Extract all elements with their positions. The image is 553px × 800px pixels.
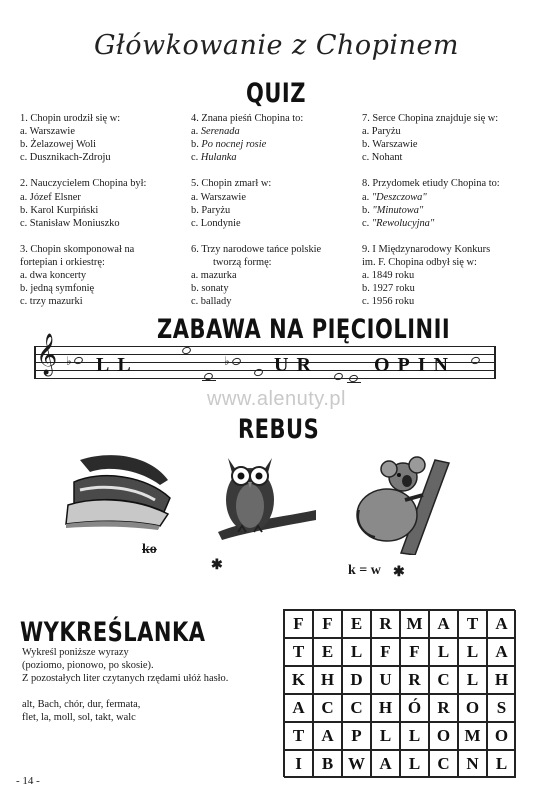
grid-cell[interactable]: E <box>313 638 342 666</box>
grid-cell[interactable]: F <box>400 638 429 666</box>
grid-cell[interactable]: I <box>284 750 313 778</box>
grid-cell[interactable]: O <box>458 694 487 722</box>
page-title: Główkowanie z Chopinem <box>93 30 460 61</box>
question-4: 4. Znana pieśń Chopina to: a. Serenada b. Po nocnej rosie c. Hulanka <box>191 113 304 164</box>
grid-cell[interactable]: L <box>400 722 429 750</box>
grid-cell[interactable]: A <box>284 694 313 722</box>
grid-cell[interactable]: A <box>487 610 516 638</box>
grid-cell[interactable]: R <box>429 694 458 722</box>
question-7: 7. Serce Chopina znajduje się w: a. Paryżu b. Warszawie c. Nohant <box>362 113 499 164</box>
iron-picture <box>60 450 175 535</box>
grid-cell[interactable]: F <box>284 610 313 638</box>
note-icon <box>333 372 344 382</box>
grid-cell[interactable]: A <box>429 610 458 638</box>
grid-cell[interactable]: L <box>371 722 400 750</box>
grid-cell[interactable]: D <box>342 666 371 694</box>
page-number: - 14 - <box>16 775 40 787</box>
asterisk-mark: ✱ <box>211 558 223 573</box>
question-5: 5. Chopin zmarł w: a. Warszawie b. Paryżu c. Londynie <box>191 178 272 229</box>
question-1: 1. Chopin urodził się w: a. Warszawie b. Żelazowej Woli c. Dusznikach-Zdroju <box>20 113 121 164</box>
grid-cell[interactable]: E <box>342 610 371 638</box>
grid-cell[interactable]: A <box>487 638 516 666</box>
wykreslanka-instructions: Wykreśl poniższe wyrazy (poziomo, pionowo, po skosie). Z pozostałych liter czytanych rzędami ułóż hasło. alt, Bach, chór, dur, fermata, flet, la, moll, sol, takt, walc <box>22 647 229 724</box>
quiz-column-3 <box>362 112 500 322</box>
music-staff <box>34 334 496 384</box>
grid-cell[interactable]: R <box>400 666 429 694</box>
grid-cell[interactable]: M <box>400 610 429 638</box>
rebus-label-1: ko <box>142 542 157 557</box>
grid-cell[interactable]: K <box>284 666 313 694</box>
rebus-heading: REBUS <box>238 414 320 444</box>
grid-cell[interactable]: O <box>429 722 458 750</box>
grid-cell[interactable]: S <box>487 694 516 722</box>
grid-cell[interactable]: B <box>313 750 342 778</box>
grid-cell[interactable]: C <box>313 694 342 722</box>
note-icon <box>470 356 481 366</box>
grid-cell[interactable]: M <box>458 722 487 750</box>
question-6: 6. Trzy narodowe tańce polskie tworzą formę: a. mazurka b. sonaty c. ballady <box>191 243 322 308</box>
staff-letters-3: OPIN <box>374 354 456 376</box>
grid-cell[interactable]: L <box>342 638 371 666</box>
question-3: 3. Chopin skomponował na fortepian i orkiestrę: a. dwa koncerty b. jedną symfonię c. trzy mazurki <box>20 243 135 308</box>
note-icon <box>253 368 264 378</box>
owl-picture <box>208 440 320 552</box>
note-icon <box>73 356 84 366</box>
flat-icon: ♭ <box>66 354 72 368</box>
staff-letters-1: LL <box>96 354 139 376</box>
grid-cell[interactable]: C <box>429 750 458 778</box>
grid-cell[interactable]: L <box>458 638 487 666</box>
grid-cell[interactable]: P <box>342 722 371 750</box>
grid-cell[interactable]: T <box>284 722 313 750</box>
treble-clef-icon: 𝄞 <box>36 334 58 375</box>
staff-letters-2: UR <box>274 354 319 376</box>
rebus-label-2: k = w <box>348 563 381 578</box>
question-9: 9. I Międzynarodowy Konkurs im. F. Chopina odbył się w: a. 1849 roku b. 1927 roku c. 1956 roku <box>362 243 491 308</box>
asterisk-mark: ✱ <box>393 565 405 580</box>
grid-cell[interactable]: O <box>487 722 516 750</box>
word-search-grid <box>283 609 515 777</box>
grid-cell[interactable]: C <box>342 694 371 722</box>
wykreslanka-heading: WYKREŚLANKA <box>20 617 206 647</box>
grid-cell[interactable]: H <box>371 694 400 722</box>
question-8: 8. Przydomek etiudy Chopina to: a. "Deszczowa" b. "Minutowa" c. "Rewolucyjna" <box>362 178 500 229</box>
watermark: www.alenuty.pl <box>207 388 346 410</box>
quiz-column-2 <box>191 112 321 322</box>
grid-cell[interactable]: R <box>371 610 400 638</box>
grid-cell[interactable]: N <box>458 750 487 778</box>
grid-cell[interactable]: H <box>487 666 516 694</box>
grid-cell[interactable]: F <box>371 638 400 666</box>
grid-cell[interactable]: L <box>458 666 487 694</box>
koala-picture <box>345 455 460 555</box>
grid-cell[interactable]: L <box>429 638 458 666</box>
quiz-column-1 <box>20 112 146 322</box>
grid-cell[interactable]: A <box>313 722 342 750</box>
question-2: 2. Nauczycielem Chopina był: a. Józef Elsner b. Karol Kurpiński c. Stanisław Moniuszko <box>20 178 147 229</box>
grid-cell[interactable]: L <box>400 750 429 778</box>
grid-cell[interactable]: U <box>371 666 400 694</box>
grid-cell[interactable]: H <box>313 666 342 694</box>
grid-cell[interactable]: W <box>342 750 371 778</box>
flat-icon: ♭ <box>224 354 230 368</box>
grid-cell[interactable]: Ó <box>400 694 429 722</box>
note-icon <box>231 357 242 367</box>
grid-cell[interactable]: T <box>284 638 313 666</box>
grid-cell[interactable]: F <box>313 610 342 638</box>
zabawa-heading: ZABAWA NA PIĘCIOLINII <box>157 314 451 344</box>
grid-cell[interactable]: C <box>429 666 458 694</box>
grid-cell[interactable]: T <box>458 610 487 638</box>
quiz-heading: QUIZ <box>246 78 306 108</box>
grid-cell[interactable]: L <box>487 750 516 778</box>
grid-cell[interactable]: A <box>371 750 400 778</box>
